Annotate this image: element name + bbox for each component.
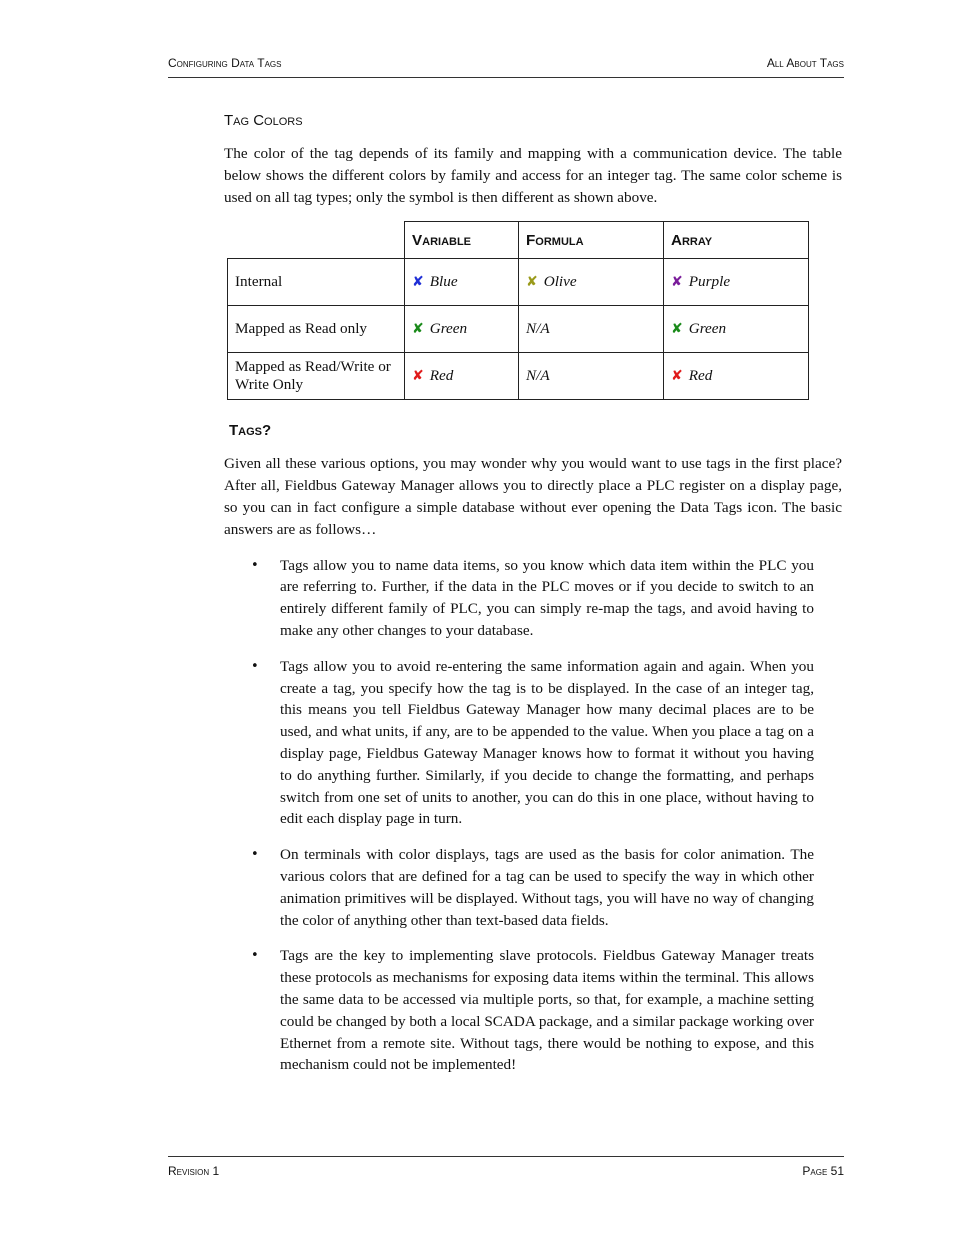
footer-revision: Revision 1 [168,1164,220,1178]
list-item: • Tags are the key to implementing slave protocols. Fieldbus Gateway Manager treats these protocols as mechanisms for exposing data items within the terminal. This allows the same data to be accessed via multiple ports, so that, for example, a machine setting could be changed by both a local SCADA package, and a similar package working over Ethernet from a remote site. Without tags, there would be nothing to expose, and this mechanism could not be implemented! [280,945,814,1076]
tag-x-icon: ✘ [671,321,683,338]
tag-x-icon: ✘ [671,368,683,385]
header-section: All About Tags [766,56,844,70]
tags-intro-paragraph: Given all these various options, you may wonder why you would want to use tags in the first place? After all, Fieldbus Gateway Manager allows you to directly place a PLC register on a display page, so you can in fact configure a simple database without ever opening the Data Tags icon. The basic answers are as follows… [224,455,842,538]
list-item: • Tags allow you to avoid re-entering the same information again and again. When you create a tag, you specify how the tag is to be displayed. In the case of an integer tag, this means you tell Fieldbus Gateway Manager how many decimal places are to be used, and what units, if any, are to be appended to the value. When you place a tag on a display page, Fieldbus Gateway Manager knows how to format it without you having to do anything further. Similarly, if you decide to change the formatting, and perhaps switch from one set of units to another, you can do this in one place, without having to edit each display page in turn. [280,656,814,830]
table-row [228,259,809,306]
cell-text: Green [429,320,468,338]
cell-text: Blue [429,273,458,291]
cell-text: Red [688,367,713,385]
table-header-row [228,222,809,259]
column-header-variable: Variable [405,222,519,259]
cell-text: N/A [526,367,550,385]
tag-x-icon: ✘ [412,321,424,338]
tags-benefits-list [224,555,842,1077]
row-label: Mapped as Read/Write or Write Only [228,353,405,400]
cell-text: Green [688,320,727,338]
tag-colors-paragraph: The color of the tag depends of its family and mapping with a communication device. The table below shows the different colors by family and access for an integer tag. The same color scheme is used on all tag types; only the symbol is then different as shown above. [224,145,842,206]
section-title-tag-colors: Tag Colors [224,112,303,129]
table-body [228,259,809,400]
table-cell [405,353,519,400]
page-content [224,112,842,1090]
column-header-array: Array [664,222,809,259]
footer-page-number: Page 51 [802,1164,844,1178]
table-corner-cell [228,222,405,259]
tag-x-icon: ✘ [412,274,424,291]
table-cell [405,259,519,306]
column-header-formula: Formula [519,222,664,259]
table-cell [664,306,809,353]
tag-x-icon: ✘ [671,274,683,291]
table-cell [664,259,809,306]
table-cell [664,353,809,400]
cell-text: N/A [526,320,550,338]
row-label: Internal [228,259,405,306]
section-title-tags: Tags? [229,422,272,440]
cell-text: Purple [688,273,731,291]
list-item: • Tags allow you to name data items, so you know which data item within the PLC you are referring to. Further, if the data in the PLC moves or if you decide to switch to an entirely different family of PLC, you can simply re-map the tags, and avoid having to make any other changes to your database. [280,555,814,642]
page-footer [168,1156,844,1183]
table-row [228,353,809,400]
table-row [228,306,809,353]
tag-colors-table [227,221,809,400]
table-cell [519,353,664,400]
table-cell [519,259,664,306]
page-header [168,56,844,78]
tag-x-icon: ✘ [526,274,538,291]
table-cell [519,306,664,353]
header-chapter: Configuring Data Tags [168,56,282,70]
tag-x-icon: ✘ [412,368,424,385]
cell-text: Olive [543,273,577,291]
list-item: • On terminals with color displays, tags are used as the basis for color animation. The various colors that are defined for a tag can be used to specify the way in which other animation primitives will be displayed. Without tags, you will have no way of changing the color of anything other than text-based data fields. [280,844,814,931]
row-label: Mapped as Read only [228,306,405,353]
table-cell [405,306,519,353]
cell-text: Red [429,367,454,385]
